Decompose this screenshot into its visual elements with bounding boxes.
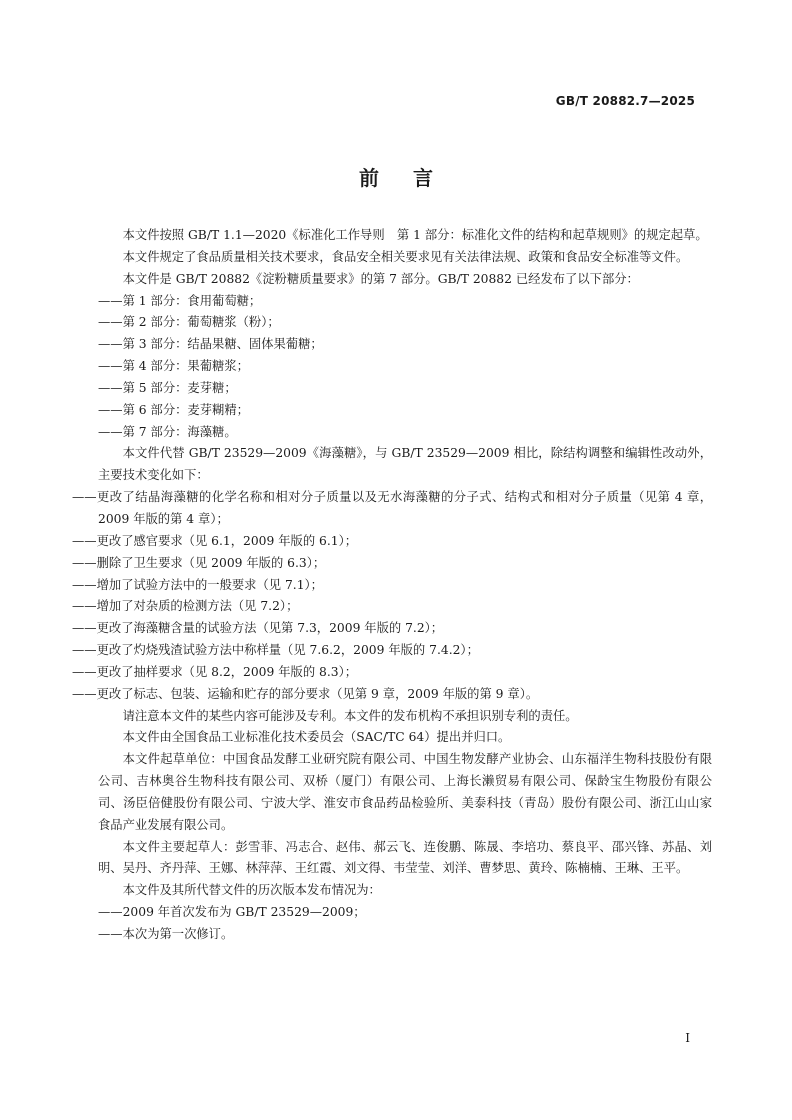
paragraph: 本文件按照 GB/T 1.1—2020《标准化工作导则 第 1 部分：标准化文件的结构和起草规则》的规定起草。	[122, 228, 708, 242]
paragraph: 本文件代替 GB/T 23529—2009《海藻糖》，与 GB/T 23529—2009 相比，除结构调整和编辑性改动外，主要技术变化如下：	[98, 446, 712, 483]
list-item: ——更改了灼烧残渣试验方法中称样量（见 7.6.2，2009 年版的 7.4.2）；	[72, 643, 479, 658]
list-item: ——本次为第一次修订。	[98, 927, 234, 941]
paragraph: 本文件是 GB/T 20882《淀粉糖质量要求》的第 7 部分。GB/T 20882 已经发布了以下部分：	[122, 271, 639, 286]
paragraph: 请注意本文件的某些内容可能涉及专利。本文件的发布机构不承担识别专利的责任。	[122, 708, 578, 723]
list-item: ——第 1 部分：食用葡萄糖；	[98, 293, 262, 308]
list-item: ——第 2 部分：葡萄糖浆（粉）；	[98, 315, 280, 330]
list-item: ——第 6 部分：麦芽糊精；	[98, 402, 249, 417]
list-item: ——更改了结晶海藻糖的化学名称和相对分子质量以及无水海藻糖的分子式、结构式和相对分子质量（见第 4 章，2009 年版的第 4 章）；	[72, 490, 712, 526]
list-item: ——第 5 部分：麦芽糖；	[98, 380, 237, 395]
foreword-body	[72, 225, 712, 946]
list-item: ——更改了抽样要求（见 8.2，2009 年版的 8.3）；	[72, 664, 358, 679]
paragraph: 本文件由全国食品工业标准化技术委员会（SAC/TC 64）提出并归口。	[122, 730, 511, 745]
list-item: ——增加了对杂质的检测方法（见 7.2）；	[72, 599, 299, 614]
paragraph: 本文件起草单位：中国食品发酵工业研究院有限公司、中国生物发酵产业协会、山东福洋生物科技股份有限公司、吉林奥谷生物科技有限公司、双桥（厦门）有限公司、上海长濑贸易有限公司、保龄宝生物股份有限公司、汤臣倍健股份有限公司、宁波大学、淮安市食品药品检验所、美泰科技（青岛）股份有限公司、浙江山山家食品产业发展有限公司。	[98, 752, 712, 832]
paragraph: 本文件及其所代替文件的历次版本发布情况为：	[122, 883, 381, 898]
list-item: ——2009 年首次发布为 GB/T 23529—2009；	[98, 905, 366, 920]
list-item: ——更改了标志、包装、运输和贮存的部分要求（见第 9 章，2009 年版的第 9 章）。	[72, 686, 539, 701]
page-title: 前言	[359, 166, 467, 190]
standard-number: GB/T 20882.7—2025	[555, 94, 695, 108]
list-item: ——更改了感官要求（见 6.1，2009 年版的 6.1）；	[72, 533, 358, 548]
list-item: ——第 7 部分：海藻糖。	[98, 424, 237, 439]
paragraph: 本文件规定了食品质量相关技术要求，食品安全相关要求见有关法律法规、政策和食品安全标准等文件。	[122, 249, 689, 264]
list-item: ——删除了卫生要求（见 2009 年版的 6.3）；	[72, 555, 326, 570]
paragraph: 本文件主要起草人：彭雪菲、冯志合、赵伟、郝云飞、连俊鹏、陈晟、李培功、蔡良平、邵兴锋、苏晶、刘明、吴丹、齐丹萍、王娜、林萍萍、王红霞、刘文得、韦莹莹、刘洋、曹梦思、黄玲、陈楠楠、王琳、王平。	[98, 839, 712, 876]
list-item: ——第 4 部分：果葡糖浆；	[98, 359, 249, 374]
list-item: ——增加了试验方法中的一般要求（见 7.1）；	[72, 577, 323, 592]
list-item: ——更改了海藻糖含量的试验方法（见第 7.3，2009 年版的 7.2）；	[72, 621, 444, 636]
list-item: ——第 3 部分：结晶果糖、固体果葡糖；	[98, 337, 323, 352]
page-number: I	[685, 1031, 690, 1045]
